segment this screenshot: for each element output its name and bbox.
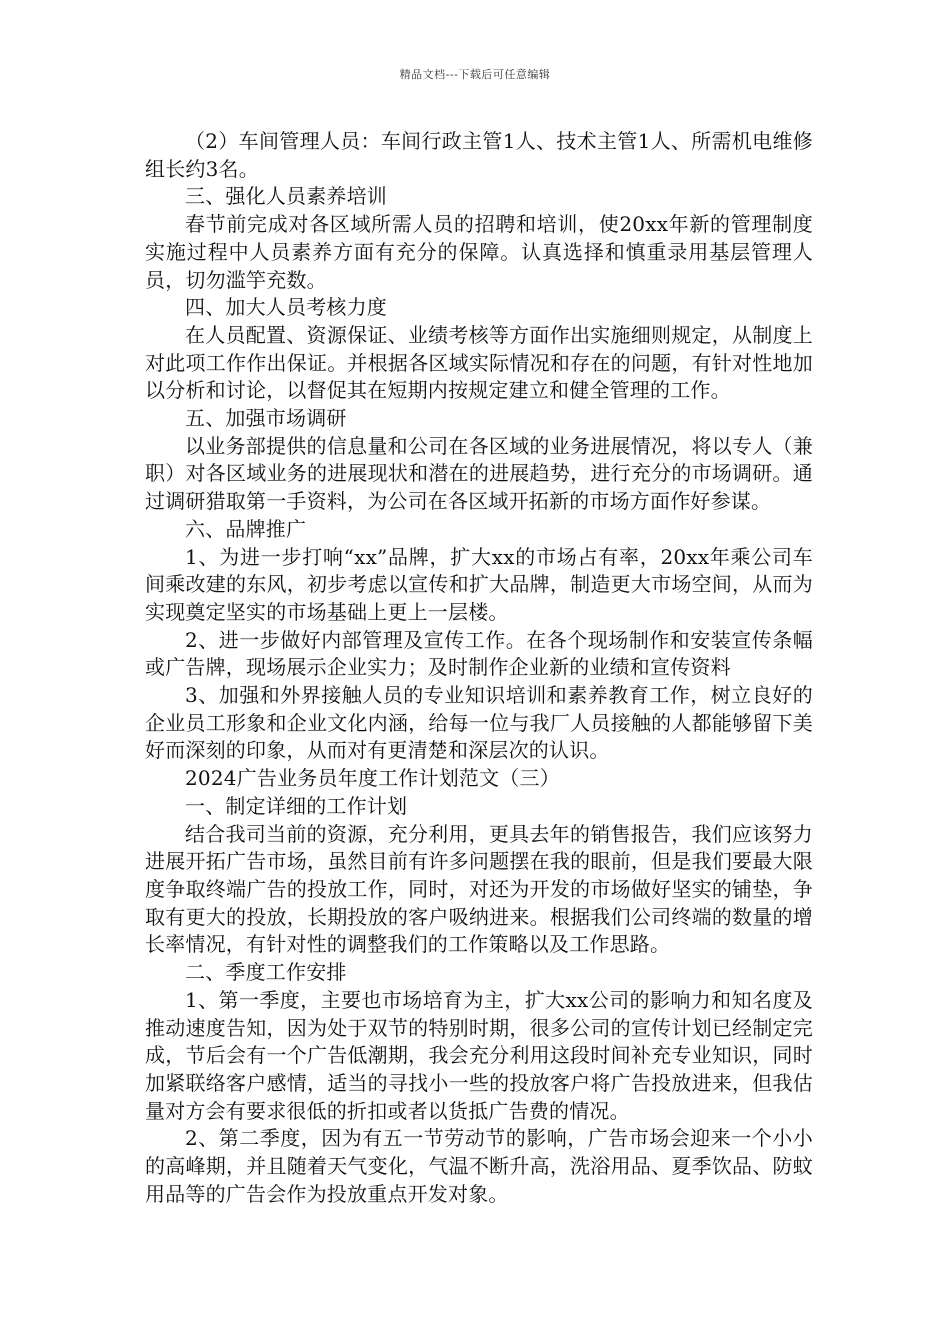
paragraph: 春节前完成对各区域所需人员的招聘和培训，使20xx年新的管理制度实施过程中人员素养方面有充分的保障。认真选择和慎重录用基层管理人员，切勿滥竽充数。 bbox=[145, 212, 813, 292]
paragraph: （2）车间管理人员：车间行政主管1人、技术主管1人、所需机电维修组长约3名。 bbox=[145, 129, 813, 181]
section-heading: 二、季度工作安排 bbox=[185, 960, 347, 985]
section-heading: 五、加强市场调研 bbox=[185, 406, 347, 431]
paragraph: 3、加强和外界接触人员的专业知识培训和素养教育工作，树立良好的企业员工形象和企业文化内涵，给每一位与我厂人员接触的人都能够留下美好而深刻的印象，从而对有更清楚和深层次的认识。 bbox=[145, 683, 813, 763]
section-heading: 四、加大人员考核力度 bbox=[185, 295, 387, 320]
document-title: 2024广告业务员年度工作计划范文（三） bbox=[185, 766, 560, 791]
paragraph: 在人员配置、资源保证、业绩考核等方面作出实施细则规定，从制度上对此项工作作出保证。并根据各区域实际情况和存在的问题，有针对性地加以分析和讨论，以督促其在短期内按规定建立和健全管理的工作。 bbox=[145, 322, 813, 403]
section-heading: 六、品牌推广 bbox=[185, 516, 307, 541]
page-header: 精品文档---下载后可任意编辑 bbox=[399, 68, 551, 81]
section-heading: 三、强化人员素养培训 bbox=[185, 184, 387, 209]
paragraph: 以业务部提供的信息量和公司在各区域的业务进展情况，将以专人（兼职）对各区域业务的进展现状和潜在的进展趋势，进行充分的市场调研。通过调研猎取第一手资料，为公司在各区域开拓新的市场方面作好参谋。 bbox=[145, 433, 813, 514]
paragraph: 结合我司当前的资源，充分利用，更具去年的销售报告，我们应该努力进展开拓广告市场，虽然目前有许多问题摆在我的眼前，但是我们要最大限度争取终端广告的投放工作，同时，对还为开发的市场做好坚实的铺垫，争取有更大的投放，长期投放的客户吸纳进来。根据我们公司终端的数量的增长率情况，有针对性的调整我们的工作策略以及工作思路。 bbox=[145, 821, 813, 957]
paragraph: 1、为进一步打响“xx”品牌，扩大xx的市场占有率，20xx年乘公司车间乘改建的东风，初步考虑以宣传和扩大品牌，制造更大市场空间，从而为实现奠定坚实的市场基础上更上一层楼。 bbox=[145, 544, 813, 624]
paragraph: 1、第一季度，主要也市场培育为主，扩大xx公司的影响力和知名度及推动速度告知，因为处于双节的特别时期，很多公司的宣传计划已经制定完成，节后会有一个广告低潮期，我会充分利用这段时间补充专业知识，同时加紧联络客户感情，适当的寻找小一些的投放客户将广告投放进来，但我估量对方会有要求很低的折扣或者以货抵广告费的情况。 bbox=[145, 987, 813, 1123]
document-body bbox=[145, 128, 813, 1208]
section-heading: 一、制定详细的工作计划 bbox=[185, 793, 408, 818]
paragraph: 2、第二季度，因为有五一节劳动节的影响，广告市场会迎来一个小小的高峰期，并且随着天气变化，气温不断升高，洗浴用品、夏季饮品、防蚊用品等的广告会作为投放重点开发对象。 bbox=[145, 1126, 813, 1206]
paragraph: 2、进一步做好内部管理及宣传工作。在各个现场制作和安装宣传条幅或广告牌，现场展示企业实力；及时制作企业新的业绩和宣传资料 bbox=[145, 627, 813, 680]
